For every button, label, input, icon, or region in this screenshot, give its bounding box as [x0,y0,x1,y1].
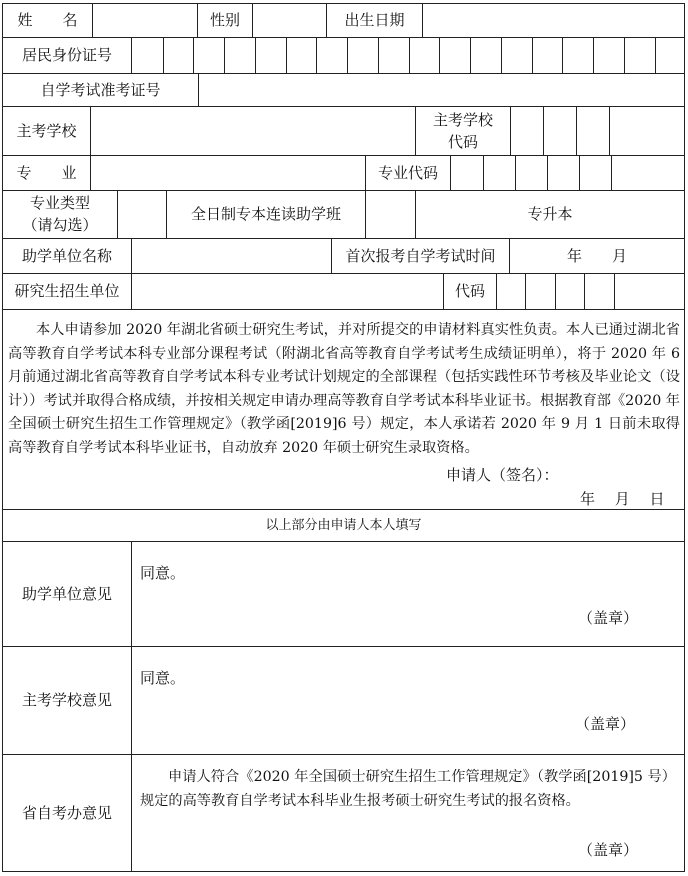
school-opinion-label: 主考学校意见 [21,691,112,709]
province-opinion-content: 申请人符合《2020 年全国硕士研究生招生工作管理规定》（教学函[2019]5 号）规定的高等教育自学考试本科毕业生报考硕士研究生考试的报名资格。 [140,769,676,809]
exam-number-field[interactable] [199,74,684,106]
first-exam-time-label: 首次报考自学考试时间 [345,246,496,265]
unit-code-label: 代码 [454,282,485,300]
province-opinion-seal: （盖章） [578,841,639,859]
gender-label: 性别 [209,11,240,29]
id-number-boxes[interactable] [132,38,684,73]
school-label: 主考学校 [16,121,77,140]
assist-opinion-field[interactable] [132,542,684,646]
gender-field[interactable] [253,4,326,37]
assist-opinion-label: 助学单位意见 [21,584,112,603]
graduate-unit-field[interactable] [132,274,443,309]
assist-opinion-seal: （盖章） [578,609,639,627]
declaration-text: 本人申请参加 2020 年湖北省硕士研究生考试，并对所提交的申请材料真实性负责。本人已通过湖北省高等教育自学考试本科专业部分课程考试（附湖北省高等教育自学考试考生成绩证明单），将于 2020 年 6 月前通过湖北省高等教育自学考试本科专业考试计划规定的全部课程（包括实践性环节考核及毕业论文（设计））考试并取得合格成绩，并按相关规定申请办理高等教育自学考试本科毕业证书。根据教育部《2020 年全国硕士研究生招生工作管理规定》（教学函[2019]6 号）规定，本人承诺若 2020 年 9 月 1 日前未取得高等教育自学考试本科毕业证书，自动放弃 2020 年硕士研究生录取资格。 [8,322,680,456]
rule [2,309,685,310]
school-opinion-content: 同意。 [140,669,186,687]
school-code-boxes[interactable] [511,107,684,155]
applicant-signature-label: 申请人（签名）： [446,466,559,484]
id-number-label: 居民身份证号 [21,46,112,64]
name-label: 姓 名 [17,11,78,29]
signature-field[interactable] [560,462,680,484]
school-field[interactable] [91,107,415,155]
rule [684,3,685,872]
birth-date-field[interactable] [423,4,684,37]
major-label: 专 业 [16,163,77,182]
option-2-checkbox[interactable] [366,191,415,238]
first-exam-time-field[interactable]: 年 月 [566,246,627,265]
unit-code-boxes[interactable] [497,274,684,309]
school-code-label-line1: 主考学校 [432,110,493,129]
assist-unit-field[interactable] [132,239,331,273]
major-type-label [3,191,117,238]
major-code-boxes[interactable] [451,156,684,190]
name-field[interactable] [93,4,197,37]
major-type-label-line2: （请勾选） [22,216,98,234]
school-code-label-line2: 代码 [447,132,478,151]
birth-date-label: 出生日期 [344,11,405,29]
option-1-checkbox[interactable] [118,191,166,238]
school-opinion-field[interactable] [132,647,684,754]
province-opinion-label: 省自考办意见 [21,803,112,822]
rule [2,871,685,872]
self-fill-note: 以上部分由申请人本人填写 [265,518,422,533]
major-type-label-line1: 专业类型 [29,194,90,212]
option-1-label: 全日制专本连读助学班 [190,205,341,223]
school-opinion-seal: （盖章） [575,715,636,733]
assist-unit-label: 助学单位名称 [21,246,112,265]
assist-opinion-content: 同意。 [140,564,186,582]
major-code-label: 专业代码 [377,163,438,182]
graduate-unit-label: 研究生招生单位 [14,282,120,300]
option-2-label: 专升本 [527,205,573,223]
school-code-label [416,107,510,155]
major-field[interactable] [91,156,365,190]
exam-number-label: 自学考试准考证号 [40,80,161,99]
declaration-date: 年 月 日 [580,490,665,508]
